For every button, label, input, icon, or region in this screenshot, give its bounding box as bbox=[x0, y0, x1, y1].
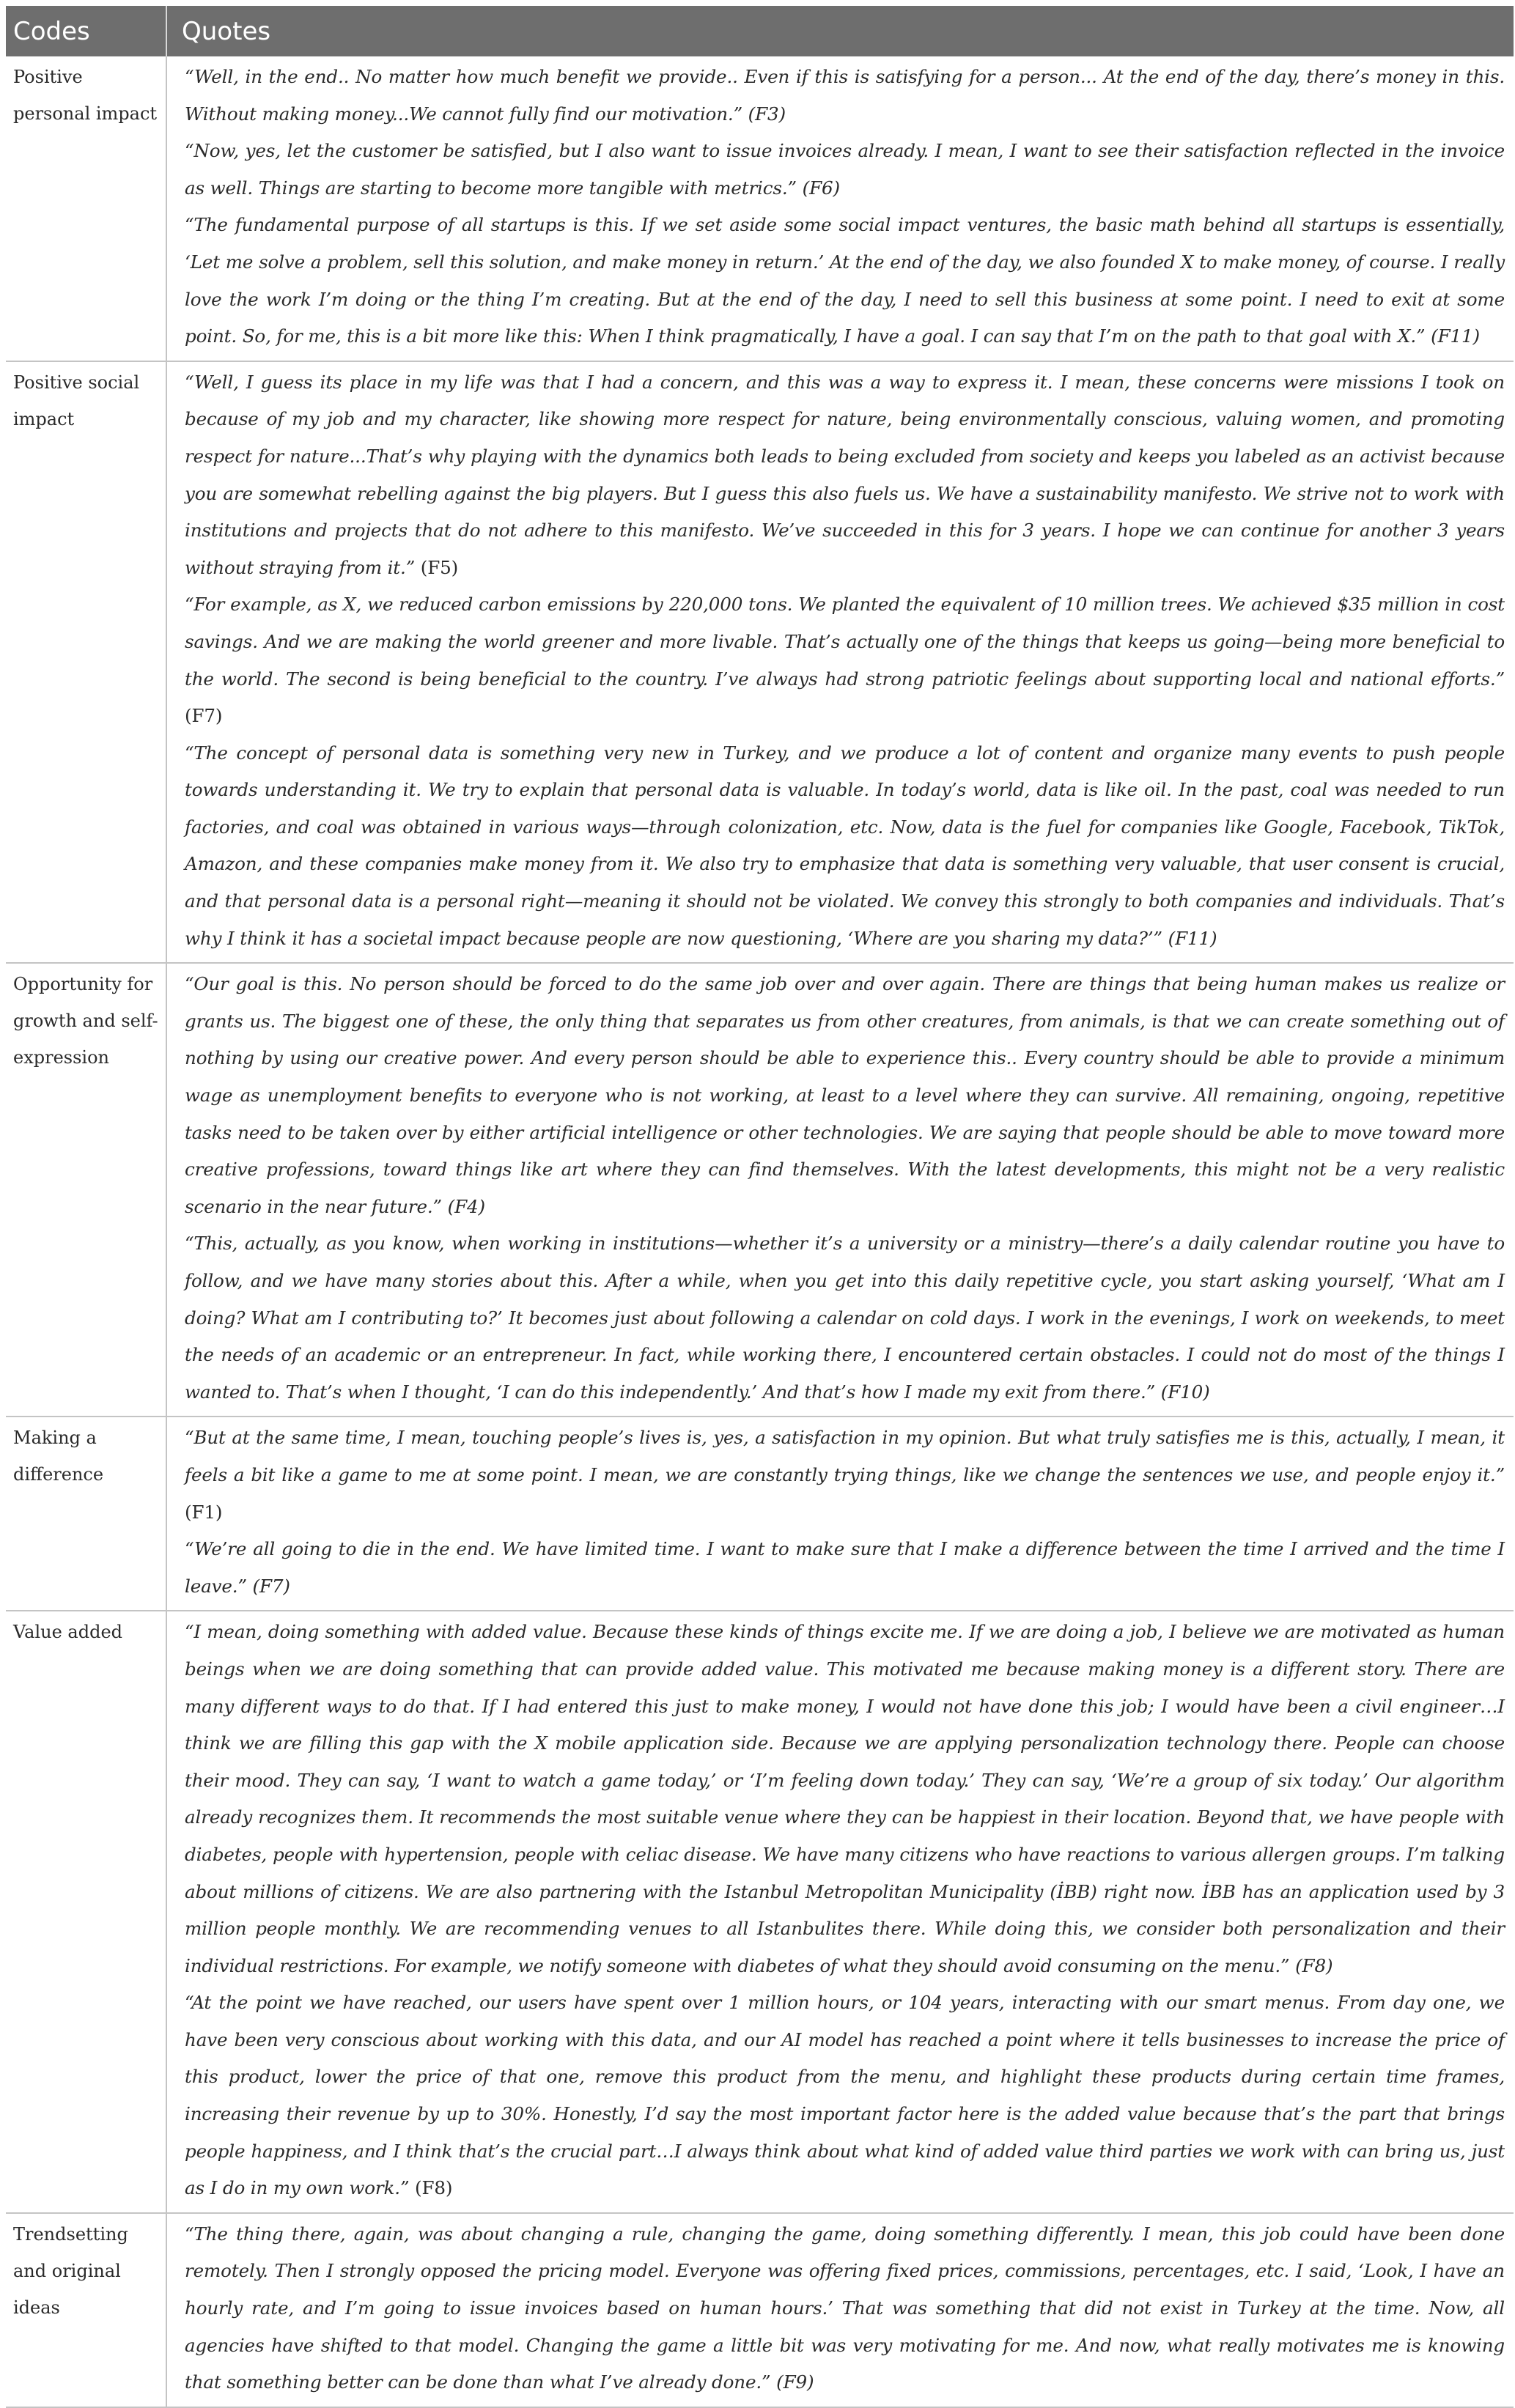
quotes-cell bbox=[166, 1611, 1514, 2213]
quote-text bbox=[185, 1984, 1505, 2207]
quote-text bbox=[185, 586, 1505, 734]
quote-body: “Well, I guess its place in my life was that I had a concern, and this was a way to express it. I mean, these concerns were missions I took on because of my job and my character, like showing more respect for nature, being environmentally conscious, valuing women, and promoting respect for nature...That’s why playing with the dynamics both leads to being excluded from society and keeps you labeled as an activist because you are somewhat rebelling against the big players. But I guess this also fuels us. We have a sustainability manifesto. We strive not to work with institutions and projects that do not adhere to this manifesto. We’ve succeeded in this for 3 years. I hope we can continue for another 3 years without straying from it.” bbox=[185, 371, 1505, 578]
quotes-cell bbox=[166, 1417, 1514, 1611]
quote-reference: (F5) bbox=[415, 556, 459, 578]
header-codes: Codes bbox=[6, 6, 166, 56]
table-row bbox=[6, 1611, 1514, 2213]
code-cell: Value added bbox=[6, 1611, 166, 2213]
quotes-cell bbox=[166, 56, 1514, 361]
quote-text bbox=[185, 207, 1505, 355]
table-row bbox=[6, 1417, 1514, 1611]
quote-reference: (F8) bbox=[409, 2177, 453, 2199]
quotes-cell bbox=[166, 963, 1514, 1417]
quote-body: “I mean, doing something with added value. Because these kinds of things excite me. If we are doing a job, I believe we are motivated as human beings when we are doing something that can provide added value. This motivated me because making money is a different story. There are many different ways to do that. If I had entered this just to make money, I would not have done this job; I would have been a civil engineer…I think we are filling this gap with the X mobile application side. Because we are applying personalization technology there. People can choose their mood. They can say, ‘I want to watch a game today,’ or ‘I’m feeling down today.’ They can say, ‘We’re a group of six today.’ Our algorithm already recognizes them. It recommends the most suitable venue where they can be happiest in their location. Beyond that, we have people with diabetes, people with hypertension, people with celiac disease. We have many citizens who have reactions to various allergen groups. I’m talking about millions of citizens. We are also partnering with the Istanbul Metropolitan Municipality (İBB) right now. İBB has an application used by 3 million people monthly. We are recommending venues to all Istanbulites there. While doing this, we consider both personalization and their individual restrictions. For example, we notify someone with diabetes of what they should avoid consuming on the menu.” (F8) bbox=[185, 1621, 1505, 1976]
quote-text bbox=[185, 1225, 1505, 1411]
quote-text bbox=[185, 133, 1505, 207]
table-row bbox=[6, 963, 1514, 1417]
quote-text bbox=[185, 1614, 1505, 1984]
table-row bbox=[6, 2213, 1514, 2407]
quote-body: “The thing there, again, was about changing a rule, changing the game, doing something differently. I mean, this job could have been done remotely. Then I strongly opposed the pricing model. Everyone was offering fixed prices, commissions, percentages, etc. I said, ‘Look, I have an hourly rate, and I’m going to issue invoices based on human hours.’ That was something that did not exist in Turkey at the time. Now, all agencies have shifted to that model. Changing the game a little bit was very motivating for me. And now, what really motivates me is knowing that something better can be done than what I’ve already done.” (F9) bbox=[185, 2223, 1505, 2393]
header-quotes: Quotes bbox=[166, 6, 1514, 56]
quote-body: “This, actually, as you know, when working in institutions—whether it’s a university or a ministry—there’s a daily calendar routine you have to follow, and we have many stories about this. After a while, when you get into this daily repetitive cycle, you start asking yourself, ‘What am I doing? What am I contributing to?’ It becomes just about following a calendar on cold days. I work in the evenings, I work on weekends, to meet the needs of an academic or an entrepreneur. In fact, while working there, I encountered certain obstacles. I could not do most of the things I wanted to. That’s when I thought, ‘I can do this independently.’ And that’s how I made my exit from there.” (F10) bbox=[185, 1233, 1505, 1403]
quote-body: “We’re all going to die in the end. We have limited time. I want to make sure that I make a difference between the time I arrived and the time I leave.” (F7) bbox=[185, 1538, 1505, 1597]
quote-text bbox=[185, 2216, 1505, 2401]
code-cell: Making a difference bbox=[6, 1417, 166, 1611]
code-cell: Opportunity for growth and self-expression bbox=[6, 963, 166, 1417]
code-cell: Trendsetting and original ideas bbox=[6, 2213, 166, 2407]
quote-text bbox=[185, 1531, 1505, 1605]
quotes-table bbox=[6, 6, 1514, 2408]
quotes-cell bbox=[166, 2213, 1514, 2407]
quote-body: “At the point we have reached, our users have spent over 1 million hours, or 104 years, interacting with our smart menus. From day one, we have been very conscious about working with this data, and our AI model has reached a point where it tells businesses to increase the price of this product, lower the price of that one, remove this product from the menu, and highlight these products during certain time frames, increasing their revenue by up to 30%. Honestly, I’d say the most important factor here is the added value because that’s the part that brings people happiness, and I think that’s the crucial part…I always think about what kind of added value third parties we work with can bring us, just as I do in my own work.” bbox=[185, 1992, 1505, 2199]
quote-body: “The concept of personal data is something very new in Turkey, and we produce a lot of content and organize many events to push people towards understanding it. We try to explain that personal data is valuable. In today’s world, data is like oil. In the past, coal was needed to run factories, and coal was obtained in various ways—through colonization, etc. Now, data is the fuel for companies like Google, Facebook, TikTok, Amazon, and these companies make money from it. We also try to emphasize that data is something very valuable, that user consent is crucial, and that personal data is a personal right—meaning it should not be violated. We convey this strongly to both companies and individuals. That’s why I think it has a societal impact because people are now questioning, ‘Where are you sharing my data?’” (F11) bbox=[185, 742, 1505, 949]
quote-body: “But at the same time, I mean, touching people’s lives is, yes, a satisfaction in my opinion. But what truly satisfies me is this, actually, I mean, it feels a bit like a game to me at some point. I mean, we are constantly trying things, like we change the sentences we use, and people enjoy it.” bbox=[185, 1427, 1505, 1485]
table-row bbox=[6, 56, 1514, 361]
quote-reference: (F1) bbox=[185, 1501, 223, 1523]
quote-body: “Our goal is this. No person should be forced to do the same job over and over again. There are things that being human makes us realize or grants us. The biggest one of these, the only thing that separates us from other creatures, from animals, is that we can create something out of nothing by using our creative power. And every person should be able to experience this.. Every country should be able to provide a minimum wage as unemployment benefits to everyone who is not working, at least to a level where they can survive. All remaining, ongoing, repetitive tasks need to be taken over by either artificial intelligence or other technologies. We are saying that people should be able to move toward more creative professions, toward things like art where they can find themselves. With the latest developments, this might not be a very realistic scenario in the near future.” (F4) bbox=[185, 973, 1505, 1217]
code-cell: Positive personal impact bbox=[6, 56, 166, 361]
code-cell: Positive social impact bbox=[6, 361, 166, 964]
quote-text bbox=[185, 966, 1505, 1225]
quote-body: “Well, in the end.. No matter how much benefit we provide.. Even if this is satisfying for a person... At the end of the day, there’s money in this. Without making money...We cannot fully find our motivation.” (F3) bbox=[185, 66, 1505, 125]
quote-body: “The fundamental purpose of all startups is this. If we set aside some social impact ventures, the basic math behind all startups is essentially, ‘Let me solve a problem, sell this solution, and make money in return.’ At the end of the day, we also founded X to make money, of course. I really love the work I’m doing or the thing I’m creating. But at the end of the day, I need to sell this business at some point. I need to exit at some point. So, for me, this is a bit more like this: When I think pragmatically, I have a goal. I can say that I’m on the path to that goal with X.” (F11) bbox=[185, 214, 1505, 347]
table-body bbox=[6, 56, 1514, 2407]
quote-text bbox=[185, 1419, 1505, 1531]
quote-body: “For example, as X, we reduced carbon emissions by 220,000 tons. We planted the equivalent of 10 million trees. We achieved $35 million in cost savings. And we are making the world greener and more livable. That’s actually one of the things that keeps us going—being more beneficial to the world. The second is being beneficial to the country. I’ve always had strong patriotic feelings about supporting local and national efforts.” bbox=[185, 594, 1505, 690]
quote-body: “Now, yes, let the customer be satisfied, but I also want to issue invoices already. I mean, I want to see their satisfaction reflected in the invoice as well. Things are starting to become more tangible with metrics.” (F6) bbox=[185, 140, 1505, 199]
table-row bbox=[6, 361, 1514, 964]
quote-text bbox=[185, 59, 1505, 133]
table-header-row bbox=[6, 6, 1514, 56]
quotes-cell bbox=[166, 361, 1514, 964]
quote-reference: (F7) bbox=[185, 705, 223, 727]
quote-text bbox=[185, 735, 1505, 958]
quote-text bbox=[185, 364, 1505, 587]
